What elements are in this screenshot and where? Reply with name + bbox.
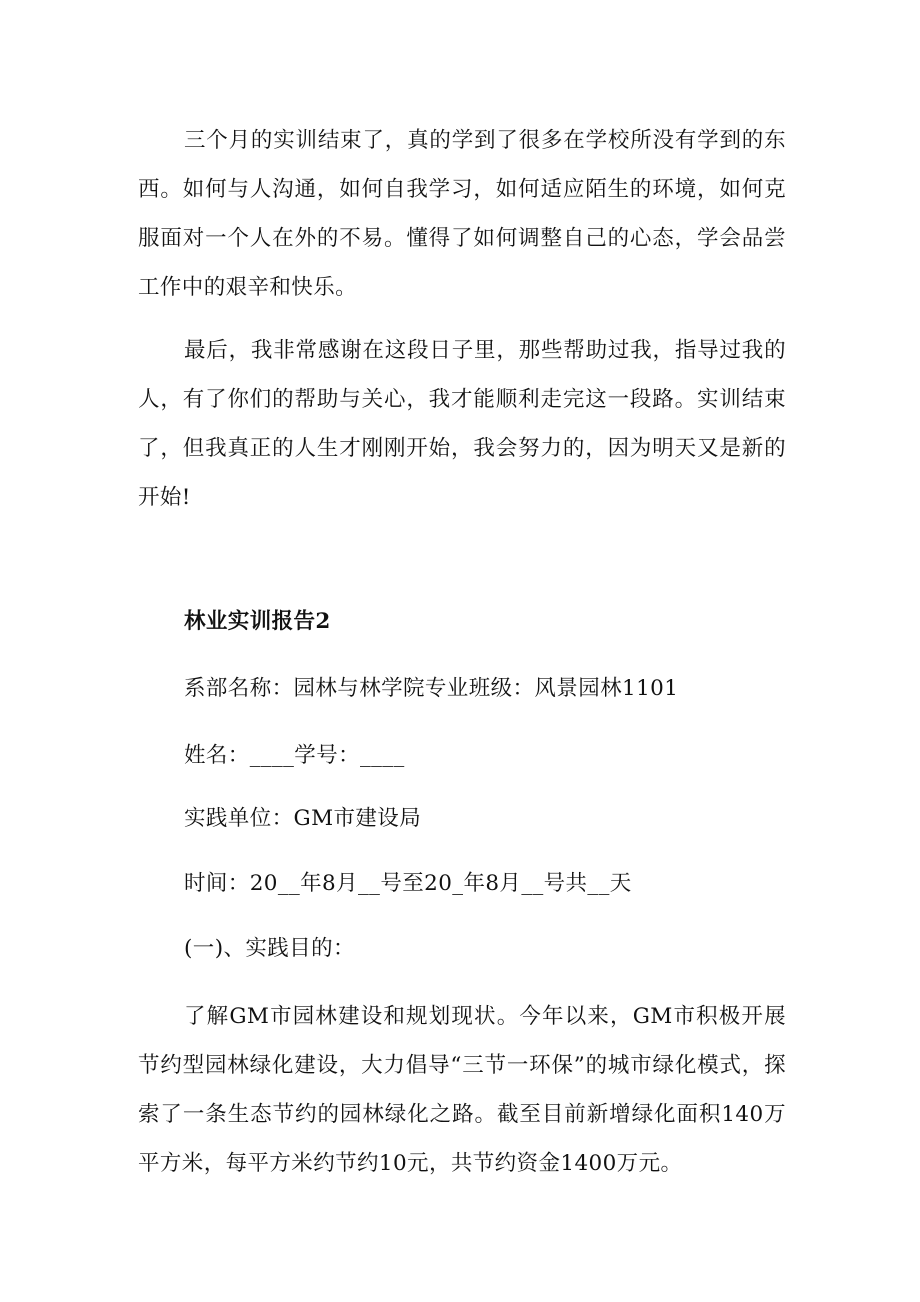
paragraph-purpose: 了解GM市园林建设和规划现状。今年以来，GM市积极开展节约型园林绿化建设，大力倡导“三节一环保”的城市绿化模式，探索了一条生态节约的园林绿化之路。截至目前新增绿化面积140万平方米，每平方米约节约10元，共节约资金1400万元。 [138,1004,786,1176]
section-title-purpose: (一)、实践目的： [184,936,355,961]
paragraph-acknowledgement: 最后，我非常感谢在这段日子里，那些帮助过我，指导过我的人，有了你们的帮助与关心，我才能顺利走完这一段路。实训结束了，但我真正的人生才刚刚开始，我会努力的，因为明天又是新的开始! [138,338,786,510]
paragraph-training-summary: 三个月的实训结束了，真的学到了很多在学校所没有学到的东西。如何与人沟通，如何自我学习，如何适应陌生的环境，如何克服面对一个人在外的不易。懂得了如何调整自己的心态，学会品尝工作中的艰辛和快乐。 [138,128,786,300]
name-id-line: 姓名：____学号：____ [184,743,405,768]
practice-unit-line: 实践单位：GM市建设局 [184,806,422,831]
report-title: 林业实训报告2 [184,609,331,634]
department-line: 系部名称：园林与林学院专业班级：风景园林1101 [184,676,679,701]
time-line: 时间：20__年8月__号至20_年8月__号共__天 [184,871,632,896]
